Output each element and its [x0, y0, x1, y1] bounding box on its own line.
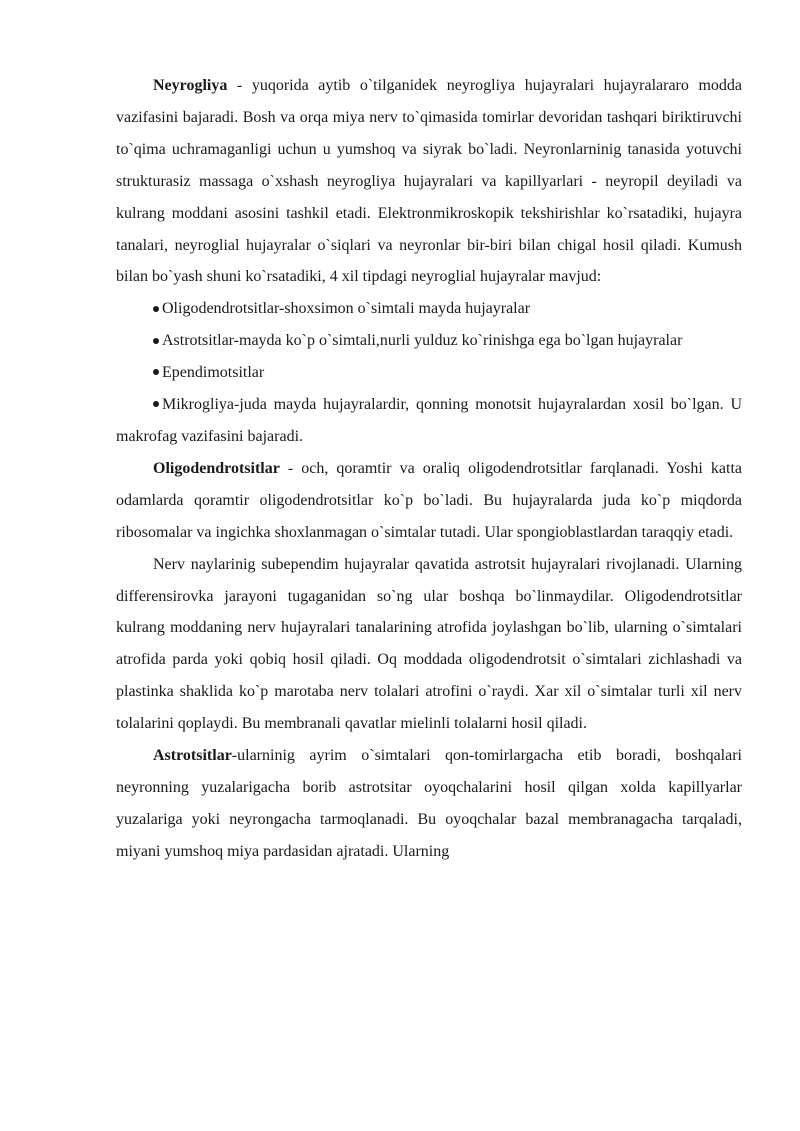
bullet-item	[116, 389, 742, 453]
bullet-text: Mikrogliya-juda mayda hujayralardir, qonning monotsit hujayralardan xosil bo`lgan. U makrofag vazifasini bajaradi.	[116, 396, 742, 445]
bullet-item	[116, 357, 742, 389]
astrotsitlar-text: -ularninig ayrim o`simtalari qon-tomirlargacha etib boradi, boshqalari neyronning yuzalarigacha borib astrotsitar oyoqchalarini hosil qilgan xolda kapillyarlar yuzalariga yoki neyrongacha tarmoqlanadi. Bu oyoqchalar bazal membranagacha tarqaladi, miyani yumshoq miya pardasidan ajratadi. Ularning	[116, 747, 742, 860]
bullet-icon	[153, 338, 159, 344]
bullet-text: Oligodendrotsitlar-shoxsimon o`simtali mayda hujayralar	[162, 300, 531, 318]
neyrogliya-paragraph	[116, 70, 742, 293]
astrotsitlar-paragraph	[116, 740, 742, 868]
bullet-text: Ependimotsitlar	[162, 364, 265, 382]
bullet-text: Astrotsitlar-mayda ko`p o`simtali,nurli yulduz ko`rinishga ega bo`lgan hujayralar	[162, 332, 683, 350]
bullet-icon	[153, 306, 159, 312]
oligodendrotsitlar-term: Oligodendrotsitlar	[153, 459, 280, 477]
nerv-paragraph	[116, 549, 742, 740]
bullet-item	[116, 325, 742, 357]
document-page	[116, 70, 742, 868]
neyrogliya-term: Neyrogliya	[153, 77, 228, 94]
astrotsitlar-term: Astrotsitlar	[153, 747, 232, 765]
oligodendrotsitlar-text: - och, qoramtir va oraliq oligodendrotsitlar farqlanadi. Yoshi katta odamlarda qoramtir oligodendrotsitlar ko`p bo`ladi. Bu hujayralarda juda ko`p miqdorda ribosomalar va ingichka shoxlanmagan o`simtalar tutadi. Ular spongioblastlardan taraqqiy etadi.	[116, 459, 742, 541]
bullet-item	[116, 293, 742, 325]
nerv-text: Nerv naylarinig subependim hujayralar qavatida astrotsit hujayralari rivojlanadi. Ularning differensirovka jarayoni tugaganidan so`ng ular boshqa bo`linmaydilar. Oligodendrotsitlar kulrang moddaning nerv hujayralari tanalarining atrofida joylashgan bo`lib, ularning o`simtalari atrofida parda yoki qobiq hosil qiladi. Oq moddada oligodendrotsit o`simtalari zichlashadi va plastinka shaklida ko`p marotaba nerv tolalari atrofini o`raydi. Xar xil o`simtalar turli xil nerv tolalarini qoplaydi. Bu membranali qavatlar mielinli tolalarni hosil qiladi.	[116, 555, 742, 733]
oligodendrotsitlar-paragraph	[116, 453, 742, 549]
neyrogliya-text: - yuqorida aytib o`tilganidek neyrogliya hujayralari hujayralararo modda vazifasini bajaradi. Bosh va orqa miya nerv to`qimasida tomirlar devoridan tashqari biriktiruvchi to`qima uchramaganligi uchun u yumshoq va siyrak bo`ladi. Neyronlarninig tanasida yotuvchi strukturasiz massaga o`xshash neyrogliya hujayralari va kapillyarlari - neyropil deyiladi va kulrang moddani asosini tashkil etadi. Elektronmikroskopik tekshirishlar ko`rsatadiki, hujayra tanalari, neyroglial hujayralar o`siqlari va neyronlar bir-biri bilan chigal hosil qiladi. Kumush bilan bo`yash shuni ko`rsatadiki, 4 xil tipdagi neyroglial hujayralar mavjud:	[116, 77, 742, 286]
bullet-icon	[153, 401, 159, 407]
bullet-icon	[153, 369, 159, 375]
